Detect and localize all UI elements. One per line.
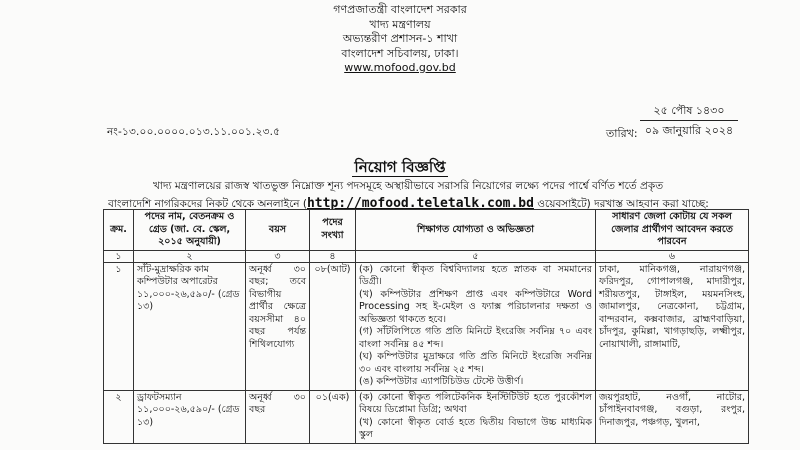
table-row: [104, 262, 749, 390]
row-count: ০৮(আট): [310, 262, 356, 390]
intro-line-1: খাদ্য মন্ত্রণালয়ের রাজস্ব খাতভুক্ত নিম্নোক্ত শূন্য পদসমূহে অস্থায়ীভাবে সরাসরি নিয়োগের লক্ষ্যে পদের পার্শ্বে বর্ণিত শর্তে প্রকৃত: [153, 180, 664, 192]
col-number: ১: [104, 250, 134, 262]
table-header-row: [104, 210, 749, 251]
row-post: ড্রাফটসম্যান ১১,০০০-২৬,৫৯০/- (গ্রেড ১৩): [134, 390, 246, 443]
intro-paragraph: [108, 178, 748, 213]
qualification-item: (খ) কম্পিউটার প্রশিক্ষণ প্রাপ্ত এবং কম্পিউটারে Word Processing সহ ই-মেইল ও ফ্যাক্স পরিচালনার দক্ষতা ও অভিজ্ঞতা থাকতে হবে।: [359, 288, 592, 325]
section-name: অভ্যন্তরীণ প্রশাসন-১ শাখা: [342, 32, 458, 45]
header-age: বয়স: [246, 210, 310, 251]
vacancy-table: [103, 209, 749, 444]
letterhead: [0, 3, 800, 76]
date-bangla: ২৫ পৌষ ১৪৩০: [640, 104, 738, 121]
address: বাংলাদেশ সচিবালয়, ঢাকা।: [341, 46, 459, 60]
header-qualification: শিক্ষাগত যোগ্যতা ও অভিজ্ঞতা: [356, 210, 596, 251]
qualification-item: (ঘ) কম্পিউটার মুদ্রাক্ষরে গতি প্রতি মিনিটে ইংরেজি সর্বনিম্ন ৩০ এবং বাংলায় সর্বনিম্ন ২৫ শব্দ।: [359, 351, 592, 375]
ministry-name: খাদ্য মন্ত্রণালয়: [369, 17, 431, 31]
row-qualification: [356, 390, 596, 443]
col-number: ২: [134, 250, 246, 262]
page-title: নিয়োগ বিজ্ঞপ্তি: [354, 158, 446, 176]
row-serial: ২: [104, 390, 134, 443]
table-row: [104, 390, 749, 443]
header-post: পদের নাম, বেতনক্রম ও গ্রেড (জা. বে. স্কেল, ২০১৫ অনুযায়ী): [134, 210, 246, 251]
header-district: সাধারণ জেলা কোটায় যে সকল জেলার প্রার্থীগণ আবেদন করতে পারবেন: [596, 210, 749, 251]
row-count: ০১(এক): [310, 390, 356, 443]
col-number: ৪: [310, 250, 356, 262]
qualification-item: (খ) কোনো স্বীকৃত বোর্ড হতে দ্বিতীয় বিভাগে উচ্চ মাধ্যমিক স্কুল: [359, 416, 592, 440]
column-number-row: [104, 250, 749, 262]
memo-number: নং-১৩.০০.০০০০.০১৩.১১.০০১.২৩.৫: [107, 126, 281, 138]
application-website-link[interactable]: http://mofood.teletalk.com.bd: [306, 196, 534, 211]
row-age: অনূর্ধ্ব ৩০ বছর: [246, 390, 310, 443]
date-block: [640, 104, 738, 138]
row-districts: জয়পুরহাট, নওগাঁ, নাটোর, চাঁপাইনবাবগঞ্জ, বগুড়া, রংপুর, দিনাজপুর, পঞ্চগড়, খুলনা,: [596, 390, 749, 443]
row-qualification: [356, 262, 596, 390]
col-number: ৫: [356, 250, 596, 262]
row-districts: ঢাকা, মানিকগঞ্জ, নারায়ণগঞ্জ, ফরিদপুর, গোপালগঞ্জ, মাদারীপুর, শরীয়তপুর, টাঙ্গাইল, ময়মনসিংহ, জামালপুর, নেত্রকোনা, চট্টগ্রাম, বান্দরবান, কক্সবাজার, ব্রাহ্মণবাড়িয়া, চাঁদপুর, কুমিল্লা, খাগড়াছড়ি, লক্ষ্মীপুর, নোয়াখালী, রাঙ্গামাটি,: [596, 262, 749, 390]
qualification-item: (ঙ) কম্পিউটার এ্যাপটিচিউড টেস্টে উত্তীর্ণ।: [359, 376, 524, 387]
row-serial: ১: [104, 262, 134, 390]
row-post: সাঁট-মুদ্রাক্ষরিক কাম কম্পিউটার অপারেটর ১১,০০০-২৬,৫৯০/- (গ্রেড ১৩): [134, 262, 246, 390]
col-number: ৬: [596, 250, 749, 262]
qualification-item: (ক) কোনো স্বীকৃত পলিটেকনিক ইনস্টিটিউট হতে পুরকৌশল বিষয়ে ডিপ্লোমা ডিগ্রি; অথবা: [359, 391, 592, 415]
qualification-item: (ক) কোনো স্বীকৃত বিশ্ববিদ্যালয় হতে স্নাতক বা সমমানের ডিগ্রী।: [359, 263, 592, 287]
qualification-item: (গ) সাঁটলিপিতে গতি প্রতি মিনিটে ইংরেজি সর্বনিম্ন ৭০ এবং বাংলা সর্বনিম্ন ৪৫ শব্দ।: [359, 326, 592, 350]
col-number: ৩: [246, 250, 310, 262]
intro-line-2: বাংলাদেশি নাগরিকদের নিকট থেকে অনলাইনে (http://mofood.teletalk.com.bd ওয়েবসাইটে) দরখাস্ত আহবান করা যাচ্ছে:: [108, 196, 709, 211]
header-serial: ক্রম.: [104, 210, 134, 251]
date-english: ০৯ জানুয়ারি ২০২৪: [644, 124, 734, 137]
date-label: তারিখ:: [606, 127, 638, 140]
ministry-website-link[interactable]: www.mofood.gov.bd: [344, 61, 456, 74]
govt-name: গণপ্রজাতন্ত্রী বাংলাদেশ সরকার: [333, 3, 467, 16]
row-age: অনূর্ধ্ব ৩০ বছর; তবে বিভাগীয় প্রার্থীর ক্ষেত্রে বয়সসীমা ৪০ বছর পর্যন্ত শিথিলযোগ্য: [246, 262, 310, 390]
header-count: পদের সংখ্যা: [310, 210, 356, 251]
